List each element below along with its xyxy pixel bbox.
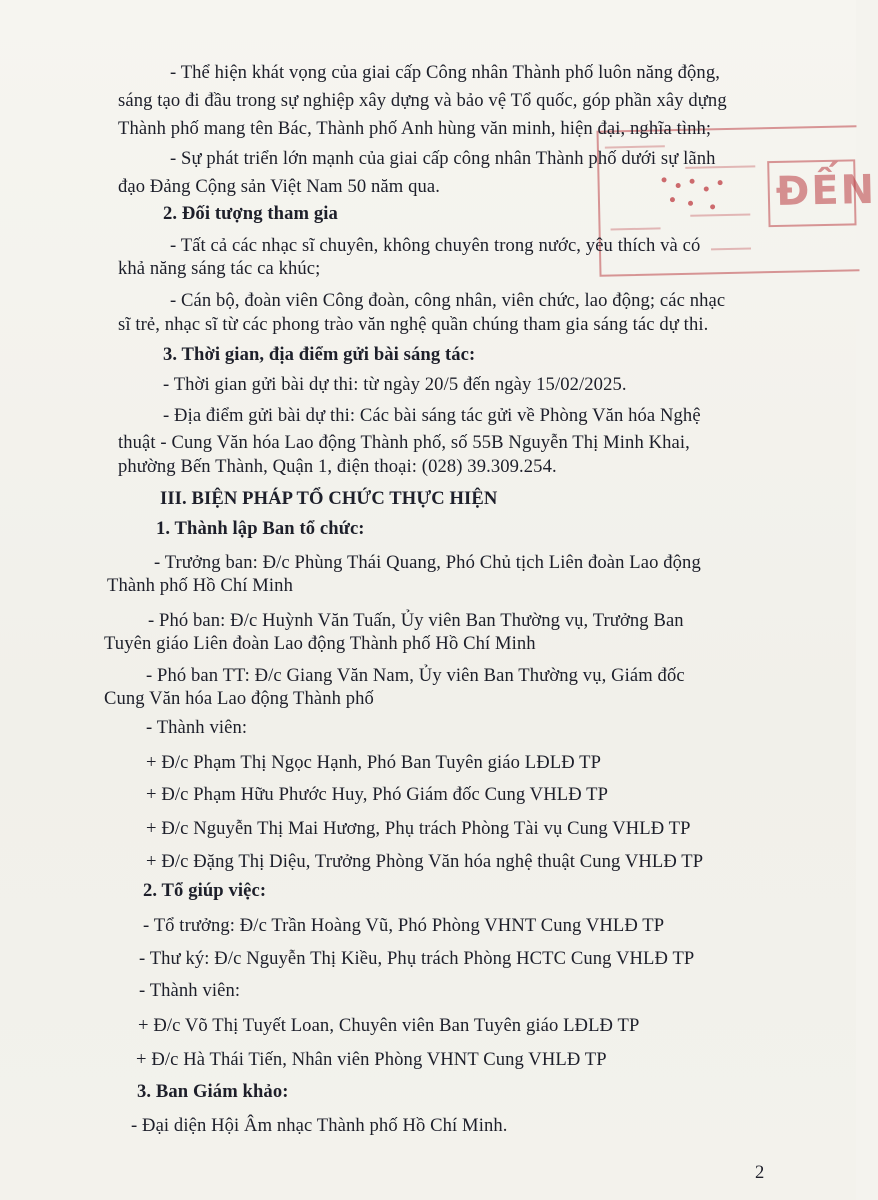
text-line: - Sự phát triển lớn mạnh của giai cấp công nhân Thành phố dưới sự lãnh xyxy=(170,148,716,169)
stamp-word: ĐẾN xyxy=(775,166,877,215)
text-line: - Thời gian gửi bài dự thi: từ ngày 20/5 đến ngày 15/02/2025. xyxy=(163,374,627,395)
section-heading: III. BIỆN PHÁP TỔ CHỨC THỰC HIỆN xyxy=(160,488,498,509)
text-line: - Địa điểm gửi bài dự thi: Các bài sáng tác gửi về Phòng Văn hóa Nghệ xyxy=(163,405,701,426)
text-line: - Tổ trưởng: Đ/c Trần Hoàng Vũ, Phó Phòng VHNT Cung VHLĐ TP xyxy=(143,915,665,936)
page-number: 2 xyxy=(755,1162,765,1183)
section-heading: 2. Tổ giúp việc: xyxy=(143,880,267,901)
text-line: + Đ/c Đặng Thị Diệu, Trưởng Phòng Văn hóa nghệ thuật Cung VHLĐ TP xyxy=(146,851,704,872)
section-heading: 3. Thời gian, địa điểm gửi bài sáng tác: xyxy=(163,344,476,365)
text-line: - Thành viên: xyxy=(139,980,241,1001)
text-line: đạo Đảng Cộng sản Việt Nam 50 năm qua. xyxy=(118,176,440,197)
text-line: - Thể hiện khát vọng của giai cấp Công nhân Thành phố luôn năng động, xyxy=(170,62,720,83)
text-line: - Thư ký: Đ/c Nguyễn Thị Kiều, Phụ trách Phòng HCTC Cung VHLĐ TP xyxy=(139,948,695,969)
text-line: + Đ/c Võ Thị Tuyết Loan, Chuyên viên Ban Tuyên giáo LĐLĐ TP xyxy=(138,1015,640,1036)
text-line: Thành phố mang tên Bác, Thành phố Anh hùng văn minh, hiện đại, nghĩa tình; xyxy=(118,118,712,139)
text-line: + Đ/c Hà Thái Tiến, Nhân viên Phòng VHNT Cung VHLĐ TP xyxy=(136,1049,607,1070)
text-line: thuật - Cung Văn hóa Lao động Thành phố, số 55B Nguyễn Thị Minh Khai, xyxy=(118,432,690,453)
text-line: - Trưởng ban: Đ/c Phùng Thái Quang, Phó Chủ tịch Liên đoàn Lao động xyxy=(154,552,701,573)
text-line: - Cán bộ, đoàn viên Công đoàn, công nhân, viên chức, lao động; các nhạc xyxy=(170,290,726,311)
text-line: khả năng sáng tác ca khúc; xyxy=(118,258,321,279)
section-heading: 1. Thành lập Ban tổ chức: xyxy=(156,518,365,539)
text-line: Thành phố Hồ Chí Minh xyxy=(107,575,293,596)
text-line: - Tất cả các nhạc sĩ chuyên, không chuyên trong nước, yêu thích và có xyxy=(170,235,701,256)
text-line: sĩ trẻ, nhạc sĩ từ các phong trào văn nghệ quần chúng tham gia sáng tác dự thi. xyxy=(118,314,709,335)
text-line: - Đại diện Hội Âm nhạc Thành phố Hồ Chí Minh. xyxy=(131,1115,508,1136)
section-heading: 3. Ban Giám khảo: xyxy=(137,1081,289,1102)
text-line: + Đ/c Nguyễn Thị Mai Hương, Phụ trách Phòng Tài vụ Cung VHLĐ TP xyxy=(146,818,691,839)
text-line: - Thành viên: xyxy=(146,717,248,738)
text-line: - Phó ban: Đ/c Huỳnh Văn Tuấn, Ủy viên Ban Thường vụ, Trưởng Ban xyxy=(148,610,684,631)
text-line: Tuyên giáo Liên đoàn Lao động Thành phố Hồ Chí Minh xyxy=(104,633,536,654)
text-line: Cung Văn hóa Lao động Thành phố xyxy=(104,688,374,709)
text-line: phường Bến Thành, Quận 1, điện thoại: (028) 39.309.254. xyxy=(118,456,557,477)
text-line: + Đ/c Phạm Thị Ngọc Hạnh, Phó Ban Tuyên giáo LĐLĐ TP xyxy=(146,752,602,773)
section-heading: 2. Đối tượng tham gia xyxy=(163,203,338,224)
text-line: - Phó ban TT: Đ/c Giang Văn Nam, Ủy viên Ban Thường vụ, Giám đốc xyxy=(146,665,685,686)
text-line: sáng tạo đi đầu trong sự nghiệp xây dựng và bảo vệ Tổ quốc, góp phần xây dựng xyxy=(118,90,727,111)
text-line: + Đ/c Phạm Hữu Phước Huy, Phó Giám đốc Cung VHLĐ TP xyxy=(146,784,609,805)
